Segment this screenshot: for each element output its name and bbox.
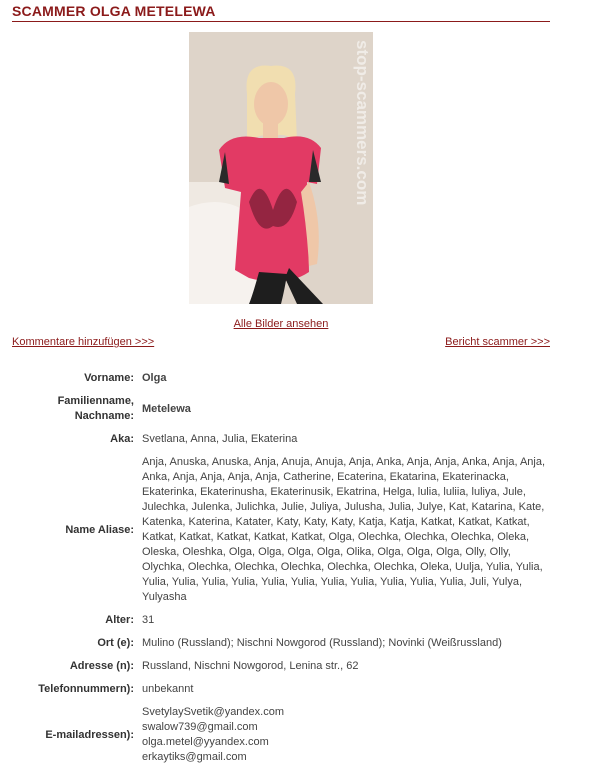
email-item: olga.metel@yyandex.com: [142, 736, 269, 748]
row-phone: [12, 678, 552, 701]
scammer-info-table: [12, 367, 552, 769]
email-item: swalow739@gmail.com: [142, 721, 258, 733]
add-comments-link[interactable]: Kommentare hinzufügen >>>: [12, 336, 155, 348]
all-images-link[interactable]: Alle Bilder ansehen: [233, 318, 329, 330]
email-item: erkaytiks@gmail.com: [142, 751, 247, 763]
aka-value: Svetlana, Anna, Julia, Ekaterina: [142, 433, 298, 445]
row-email: [12, 701, 552, 769]
first-name-label: Vorname:: [84, 372, 134, 384]
scammer-photo[interactable]: [189, 32, 373, 304]
watermark-text: stop-scammers.com: [353, 40, 372, 206]
aka-label: Aka:: [110, 433, 134, 445]
photo-illustration: [189, 32, 373, 304]
city-label: Ort (e):: [97, 637, 134, 649]
email-item: SvetylaySvetik@yandex.com: [142, 706, 285, 718]
row-age: [12, 609, 552, 632]
row-city: [12, 632, 552, 655]
email-label: E-mailadressen):: [45, 728, 134, 741]
row-last-name: [12, 390, 552, 428]
address-value: Russland, Nischni Nowgorod, Lenina str., 62: [142, 660, 359, 672]
last-name-value: Metelewa: [142, 402, 191, 415]
email-list: [142, 701, 552, 769]
row-aliases: [12, 451, 552, 609]
row-first-name: [12, 367, 552, 390]
first-name-value: Olga: [142, 372, 167, 384]
age-label: Alter:: [105, 614, 134, 626]
last-name-label: Familienname, Nachname:: [57, 395, 134, 422]
page-title: SCAMMER OLGA METELEWA: [12, 3, 550, 22]
age-value: 31: [142, 614, 155, 626]
phone-label: Telefonnummern):: [38, 683, 134, 695]
aliases-value: Anja, Anuska, Anuska, Anja, Anuja, Anuja, Anja, Anka, Anja, Anja, Anka, Anja, Anja, Anka, Anja, Anja, Anja, Anja, Catherine, Ecaterina, Ekatarina, Ekaterinacka, Ekaterinka, Ekaterinusha, Ekaterinusik, Ekatrina, Helga, lulia, luliia, luliya, Jule, Julechka, Julenka, Julichka, Julie, Juliya, Julusha, Julia, Julye, Kat, Katarina, Kate, Katenka, Katerina, Katater, Katy, Katy, Katy, Katja, Katja, Katkat, Katkat, Katkat, Katkat, Katkat, Katkat, Katkat, Katkat, Olga, Olechka, Olechka, Olechka, Oleka, Oleska, Oleshka, Olga, Olga, Olga, Olga, Olika, Olga, Olga, Olga, Olly, Olly, Olychka, Olechka, Olechka, Olechka, Olechka, Olechka, Oleka, Uulja, Yulia, Yulia, Yulia, Yulia, Yulia, Yulia, Yulia, Yulia, Yulia, Yulia, Yulia, Yulia, Yulia, Juli, Yulya, Yulyasha: [142, 456, 546, 603]
report-scammer-link[interactable]: Bericht scammer >>>: [445, 336, 550, 348]
aliases-label: Name Aliase:: [65, 523, 134, 536]
address-label: Adresse (n):: [69, 660, 134, 672]
phone-value: unbekannt: [142, 683, 194, 695]
city-value: Mulino (Russland); Nischni Nowgorod (Russland); Novinki (Weißrussland): [142, 637, 502, 649]
row-address: [12, 655, 552, 678]
row-aka: [12, 428, 552, 451]
